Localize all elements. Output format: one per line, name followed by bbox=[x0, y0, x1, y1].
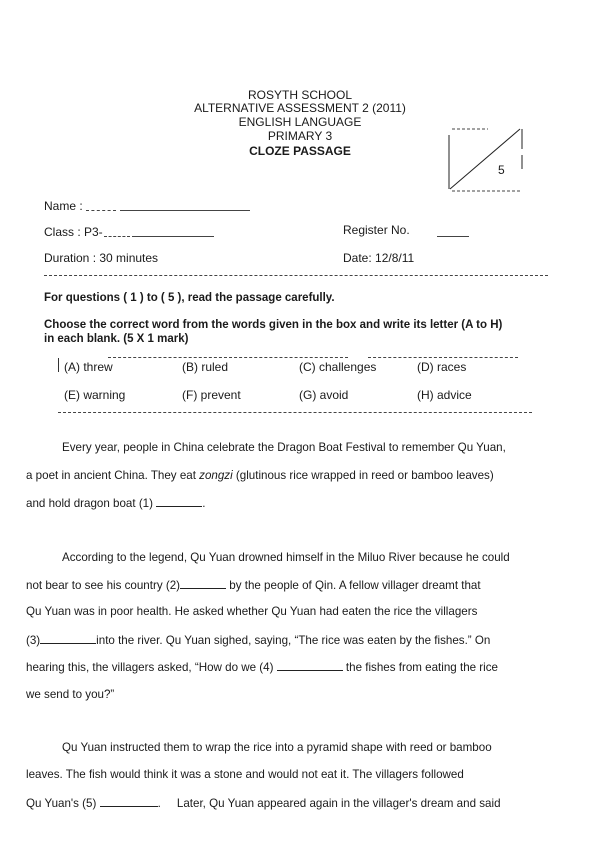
passage-line: Qu Yuan's (5) . Later, Qu Yuan appeared again in the villager's dream and said bbox=[26, 797, 501, 810]
school-name: ROSYTH SCHOOL bbox=[247, 88, 352, 102]
header-divider bbox=[44, 275, 548, 276]
blank-1[interactable] bbox=[156, 496, 202, 507]
name-blank[interactable] bbox=[120, 210, 250, 211]
option-f: (F) prevent bbox=[182, 388, 241, 402]
option-b: (B) ruled bbox=[182, 360, 229, 374]
option-a: (A) threw bbox=[64, 360, 113, 374]
class-label: Class : P3- bbox=[44, 225, 103, 239]
score-box bbox=[448, 125, 526, 193]
section-title: CLOZE PASSAGE bbox=[249, 144, 351, 158]
duration-text: Duration : 30 minutes bbox=[44, 251, 159, 265]
option-g: (G) avoid bbox=[299, 388, 349, 402]
blank-2[interactable] bbox=[180, 578, 226, 589]
passage-line: Every year, people in China celebrate the Dragon Boat Festival to remember Qu Yuan, bbox=[62, 441, 506, 454]
passage-line: a poet in ancient China. They eat zongzi (glutinous rice wrapped in reed or bamboo leaves) bbox=[26, 469, 494, 482]
passage-line: (3) into the river. Qu Yuan sighed, saying, “The rice was eaten by the fishes.” On bbox=[26, 634, 491, 647]
name-blank-dashes bbox=[86, 210, 116, 211]
passage-line: Qu Yuan instructed them to wrap the rice into a pyramid shape with reed or bamboo bbox=[62, 741, 492, 754]
blank-5[interactable] bbox=[100, 796, 158, 807]
option-e: (E) warning bbox=[64, 388, 126, 402]
class-blank[interactable] bbox=[132, 236, 214, 237]
register-label: Register No. bbox=[343, 223, 410, 237]
passage-line: and hold dragon boat (1) . bbox=[26, 497, 206, 510]
subject-title: ENGLISH LANGUAGE bbox=[238, 115, 362, 129]
level-title: PRIMARY 3 bbox=[267, 129, 333, 143]
blank-3[interactable] bbox=[40, 633, 96, 644]
class-blank-dashes bbox=[104, 236, 130, 237]
passage-line: not bear to see his country (2) by the people of Qin. A fellow villager dreamt that bbox=[26, 579, 481, 592]
instruction-line-1: For questions ( 1 ) to ( 5 ), read the passage carefully. bbox=[44, 292, 335, 304]
name-label: Name : bbox=[44, 199, 83, 213]
passage-line: leaves. The fish would think it was a stone and would not eat it. The villagers followed bbox=[26, 768, 464, 781]
assessment-title: ALTERNATIVE ASSESSMENT 2 (2011) bbox=[194, 101, 406, 115]
register-blank[interactable] bbox=[437, 236, 469, 237]
passage-line: hearing this, the villagers asked, “How do we (4) the fishes from eating the rice bbox=[26, 661, 498, 674]
blank-4[interactable] bbox=[277, 660, 343, 671]
passage-line: Qu Yuan was in poor health. He asked whether Qu Yuan had eaten the rice the villagers bbox=[26, 605, 478, 618]
option-c: (C) challenges bbox=[299, 360, 377, 374]
instruction-line-3: in each blank. (5 X 1 mark) bbox=[44, 333, 189, 345]
passage-line: we send to you?” bbox=[26, 688, 115, 701]
passage-line: According to the legend, Qu Yuan drowned himself in the Miluo River because he could bbox=[62, 551, 510, 564]
option-d: (D) races bbox=[417, 360, 467, 374]
option-h: (H) advice bbox=[417, 388, 472, 402]
score-total: 5 bbox=[498, 163, 505, 177]
instruction-line-2: Choose the correct word from the words given in the box and write its letter (A to H) bbox=[44, 319, 503, 331]
date-text: Date: 12/8/11 bbox=[343, 251, 415, 265]
